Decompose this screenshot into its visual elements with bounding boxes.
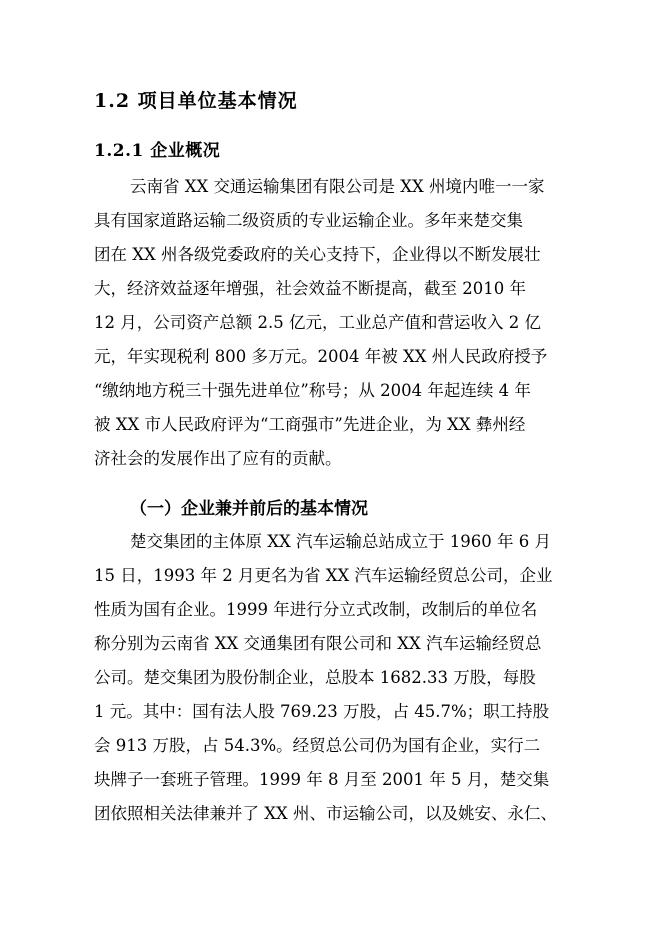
text-line: 被 XX 市人民政府评为“工商强市”先进企业，为 XX 彝州经 — [94, 415, 526, 434]
text-line: 团依照相关法律兼并了 XX 州、市运输公司，以及姚安、永仁、 — [94, 804, 557, 823]
text-line: 济社会的发展作出了应有的贡献。 — [94, 449, 342, 468]
text-line: 元，年实现税利 800 多万元。2004 年被 XX 州人民政府授予 — [94, 347, 548, 366]
text-line: 云南省 XX 交通运输集团有限公司是 XX 州境内唯一一家 — [130, 177, 545, 196]
text-line: 楚交集团的主体原 XX 汽车运输总站成立于 1960 年 6 月 — [130, 532, 551, 551]
section-heading: 1.2 项目单位基本情况 — [94, 90, 298, 112]
text-line: 1 元。其中：国有法人股 769.23 万股，占 45.7%；职工持股 — [94, 702, 550, 721]
text-line: 15 日，1993 年 2 月更名为省 XX 汽车运输经贸总公司，企业 — [94, 566, 553, 585]
merger-subheading: （一）企业兼并前后的基本情况 — [130, 499, 368, 519]
text-line: 性质为国有企业。1999 年进行分立式改制，改制后的单位名 — [94, 600, 538, 619]
text-line: 块牌子一套班子管理。1999 年 8 月至 2001 年 5 月，楚交集 — [94, 770, 550, 789]
text-line: 公司。楚交集团为股份制企业，总股本 1682.33 万股，每股 — [94, 668, 536, 687]
text-line: 团在 XX 州各级党委政府的关心支持下，企业得以不断发展壮 — [94, 245, 541, 264]
paragraph-overview — [94, 170, 574, 476]
text-line: 具有国家道路运输二级资质的专业运输企业。多年来楚交集 — [94, 211, 523, 230]
subsection-heading: 1.2.1 企业概况 — [94, 141, 221, 161]
text-line: 12 月，公司资产总额 2.5 亿元，工业总产值和营运收入 2 亿 — [94, 313, 541, 332]
text-line: “缴纳地方税三十强先进单位”称号；从 2004 年起连续 4 年 — [94, 381, 531, 400]
text-line: 大，经济效益逐年增强，社会效益不断提高，截至 2010 年 — [94, 279, 526, 298]
paragraph-merger — [94, 525, 574, 831]
text-line: 会 913 万股，占 54.3%。经贸总公司仍为国有企业，实行二 — [94, 736, 541, 755]
text-line: 称分别为云南省 XX 交通集团有限公司和 XX 汽车运输经贸总 — [94, 634, 542, 653]
